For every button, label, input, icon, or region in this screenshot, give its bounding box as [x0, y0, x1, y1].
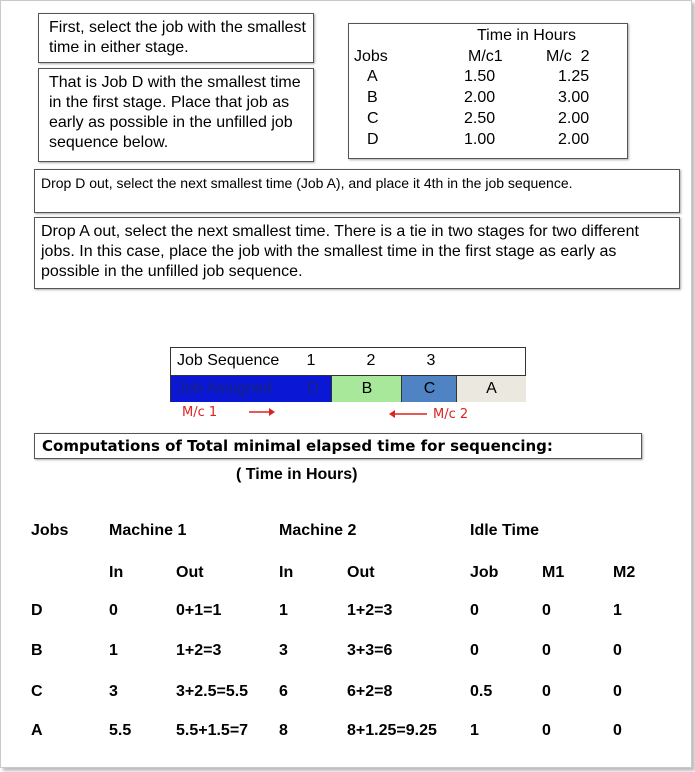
sequence-position: 1 — [306, 352, 316, 369]
mc2-label: M/c 2 — [433, 407, 469, 422]
instruction-job-d-text: That is Job D with the smallest time in the first stage. Place that job as early as possible in the unfilled job sequence below. — [49, 74, 301, 151]
times-value-cell: 1.00 — [464, 131, 496, 148]
instruction-first — [38, 13, 314, 63]
computation-job-cell: B — [31, 642, 43, 659]
sequence-position: 2 — [366, 352, 376, 369]
computation-job-cell: A — [31, 722, 43, 739]
times-value-cell: 2.00 — [558, 110, 590, 127]
computation-value-cell: 8+1.25=9.25 — [347, 722, 437, 739]
computation-value-cell: 6 — [279, 683, 288, 700]
computation-value-cell: 0.5 — [470, 683, 493, 700]
computation-value-cell: 0 — [470, 642, 479, 659]
col-header-machine-2: Machine 2 — [279, 522, 357, 539]
times-value-cell: 2.00 — [464, 89, 496, 106]
computation-value-cell: 0 — [542, 722, 551, 739]
computation-value-cell: 3+3=6 — [347, 642, 393, 659]
computation-value-cell: 1+2=3 — [347, 602, 393, 619]
assigned-cell-d — [171, 376, 331, 402]
computation-value-cell: 3 — [109, 683, 118, 700]
computation-value-cell: 3+2.5=5.5 — [176, 683, 249, 700]
computation-job-cell: C — [31, 683, 43, 700]
computation-value-cell: 1 — [109, 642, 118, 659]
times-value-cell: 2.50 — [464, 110, 496, 127]
times-value-cell: 1.50 — [464, 68, 496, 85]
instruction-drop-a-text: Drop A out, select the next smallest time. There is a tie in two stages for two different jobs. In this case, place the job with the smallest time in the first stage as early as possible in the unfilled job sequence. — [41, 223, 639, 280]
instruction-job-d — [38, 68, 314, 162]
job-sequence-label: Job Sequence — [177, 352, 280, 369]
sub-header-cell: M1 — [542, 564, 565, 581]
times-header-mc2: M/c 2 — [546, 48, 590, 65]
computation-subtitle: ( Time in Hours) — [236, 466, 358, 483]
computation-value-cell: 0 — [109, 602, 118, 619]
computation-value-cell: 0 — [613, 683, 622, 700]
times-job-cell: A — [367, 68, 378, 85]
times-value-cell: 2.00 — [558, 131, 590, 148]
sub-header-cell: In — [279, 564, 294, 581]
col-header-machine-1: Machine 1 — [109, 522, 187, 539]
instruction-drop-a — [34, 217, 680, 289]
times-header-jobs: Jobs — [354, 48, 388, 65]
sub-header-cell: In — [109, 564, 124, 581]
assigned-cell-a — [456, 376, 526, 402]
times-job-cell: C — [367, 110, 379, 127]
computation-title: Computations of Total minimal elapsed time for sequencing: — [34, 433, 642, 459]
times-job-cell: D — [367, 131, 379, 148]
computation-job-cell: D — [31, 602, 43, 619]
job-assigned-row — [171, 375, 525, 402]
times-table-title: Time in Hours — [477, 27, 576, 44]
computation-value-cell: 1 — [470, 722, 479, 739]
computation-value-cell: 1+2=3 — [176, 642, 222, 659]
times-value-cell: 3.00 — [558, 89, 590, 106]
assigned-cell-c — [401, 376, 457, 402]
left-arrow-icon — [387, 407, 429, 421]
instruction-drop-d — [34, 169, 680, 213]
computation-value-cell: 0 — [613, 642, 622, 659]
sub-header-cell: M2 — [613, 564, 636, 581]
computation-value-cell: 8 — [279, 722, 288, 739]
times-job-cell: B — [367, 89, 378, 106]
computation-value-cell: 6+2=8 — [347, 683, 393, 700]
mc1-label: M/c 1 — [182, 405, 218, 420]
sub-header-cell: Out — [176, 564, 204, 581]
computation-value-cell: 0 — [542, 642, 551, 659]
computation-value-cell: 0 — [542, 683, 551, 700]
sequence-position: 3 — [426, 352, 436, 369]
right-arrow-icon — [247, 405, 277, 419]
assigned-job: A — [486, 380, 497, 397]
computation-value-cell: 1 — [613, 602, 622, 619]
times-header-mc1: M/c1 — [468, 48, 503, 65]
assigned-job: B — [361, 380, 373, 397]
times-value-cell: 1.25 — [558, 68, 590, 85]
instruction-drop-d-text: Drop D out, select the next smallest time (Job A), and place it 4th in the job sequence. — [41, 175, 573, 191]
sub-header-cell: Job — [470, 564, 499, 581]
computation-value-cell: 0 — [470, 602, 479, 619]
instruction-first-text: First, select the job with the smallest time in either stage. — [49, 19, 306, 56]
col-header-jobs: Jobs — [31, 522, 69, 539]
job-sequence-table — [170, 347, 526, 402]
col-header-idle-time: Idle Time — [470, 522, 540, 539]
assigned-job: C — [423, 380, 436, 397]
assigned-cell-b — [331, 376, 402, 402]
job-assigned-label: Job Assigned — [177, 380, 273, 397]
assigned-job: D — [307, 380, 319, 397]
computation-value-cell: 5.5 — [109, 722, 132, 739]
computation-value-cell: 0 — [613, 722, 622, 739]
job-sequence-row — [171, 348, 525, 375]
computation-value-cell: 0 — [542, 602, 551, 619]
computation-value-cell: 1 — [279, 602, 288, 619]
computation-value-cell: 3 — [279, 642, 288, 659]
processing-times-table — [348, 23, 628, 159]
computation-value-cell: 0+1=1 — [176, 602, 222, 619]
sub-header-cell: Out — [347, 564, 375, 581]
computation-value-cell: 5.5+1.5=7 — [176, 722, 249, 739]
